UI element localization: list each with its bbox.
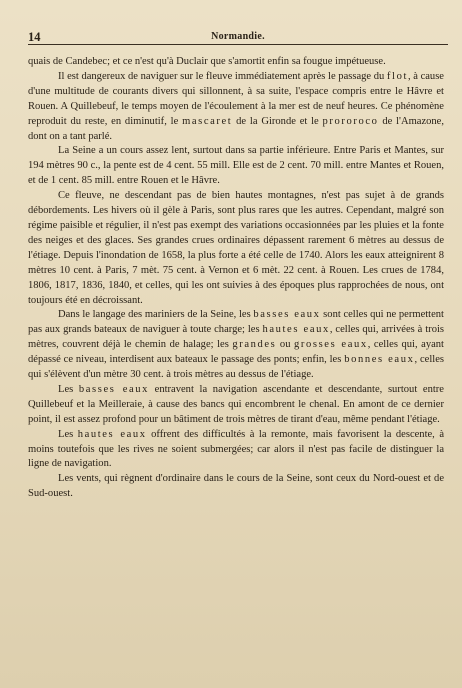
text-segment: , celles qui s'élèvent d'un mètre 30 cent. à trois mètres au dessus de l'étiage.: [28, 354, 444, 381]
text-segment: Les: [58, 428, 78, 440]
paragraph: [28, 189, 444, 308]
spaced-term: grandes: [232, 339, 277, 351]
text-segment: Ce fleuve, ne descendant pas de bien hautes montagnes, n'est pas sujet à de grands débordements. Les hivers où il gèle à Paris, sont plus rares que les autres. Cependant, malgré son régime paisible et régulier, il n'est pas exempt des variations occasionnées par les pluies et la fonte des neiges et des glaces. Ses grandes crues ordinaires dépassent rarement 6 mètres au dessus de l'étiage. Depuis l'inondation de 1658, la plus forte a été celle de 1740. Alors les eaux atteignirent 8 mètres 10 cent. à Paris, 7 mèt. 75 cent. à Vernon et 6 mèt. 22 cent. à Rouen. Les crues de 1784, 1806, 1817, 1836, 1840, et celles, qui les ont suivies à des époques plus rapprochées de nous, ont toujours été en décroissant.: [28, 190, 444, 306]
paragraph: [28, 144, 444, 189]
text-segment: , celles qui, ayant dépassé ce niveau, interdisent aux bateaux le passage des ponts; enfin, les: [28, 339, 444, 366]
running-title: Normandie.: [211, 31, 265, 42]
paragraph: [28, 308, 444, 383]
spaced-term: bonnes eaux: [344, 354, 415, 366]
spaced-term: mascaret: [182, 115, 233, 127]
text-segment: Les: [58, 383, 79, 395]
page-header: [28, 22, 448, 45]
spaced-term: hautes eaux: [262, 324, 330, 336]
paragraph: [28, 428, 444, 473]
text-segment: La Seine a un cours assez lent, surtout dans sa partie inférieure. Entre Paris et Mantes, sur 194 mètres 90 c., la pente est de 4 cent. 55 mill. Elle est de 2 cent. 70 mill. entre Mantes et Rouen, et de 1 cent. 85 mill. entre Rouen et le Hâvre.: [28, 145, 444, 187]
spaced-term: grosses eaux: [294, 339, 368, 351]
text-segment: Il est dangereux de naviguer sur le fleuve immédiatement après le passage du: [58, 70, 387, 82]
text-segment: de l'Amazone, dont on a tant parlé.: [28, 115, 444, 142]
body-text: [28, 55, 444, 502]
spaced-term: prororoco: [322, 115, 379, 127]
paragraph: [28, 472, 444, 502]
text-segment: Dans le langage des mariniers de la Seine, les: [58, 309, 254, 321]
text-segment: offrent des difficultés à la remonte, mais favorisent la descente, à moins toutefois que les rives ne soient submergées; car alors il n'est pas facile de distinguer la ligne de navigation.: [28, 428, 444, 470]
spaced-term: flot: [386, 70, 408, 82]
text-segment: entravent la navigation ascendante et descendante, surtout entre Quillebeuf et la Meilleraie, à cause des bancs qui encombrent le chenal. En amont de ce dernier point, il est assez profond pour un bâtiment de trois mètres de tirant d'eau, même pendant l'étiage.: [28, 383, 444, 425]
paragraph: [28, 383, 444, 428]
text-segment: Les vents, qui règnent d'ordinaire dans le cours de la Seine, sont ceux du Nord-ouest et de Sud-ouest.: [28, 473, 444, 500]
text-segment: quais de Candebec; et ce n'est qu'à Duclair que s'amortit enfin sa fougue impétueuse.: [28, 56, 386, 67]
text-segment: , à cause d'une multitude de courants divers qui sillonnent, à sa suite, l'espace compris entre le Hâvre et Rouen. A Quillebeuf, le temps moyen de l'écoulement à la mer est de neuf heures. Ce phénomène reproduit du reste, en diminutif, le: [28, 70, 444, 127]
paragraph: [28, 55, 444, 70]
text-segment: sont celles qui ne permettent pas aux grands bateaux de naviguer à toute charge; les: [28, 309, 444, 336]
spaced-term: hautes eaux: [77, 428, 147, 440]
text-segment: , celles qui, arrivées à trois mètres, couvrent déjà le chemin de halage; les: [28, 324, 444, 351]
paragraph: [28, 70, 444, 145]
spaced-term: basses eaux: [78, 383, 149, 395]
page-number: 14: [28, 30, 41, 44]
text-segment: de la Gironde et le: [232, 115, 323, 127]
text-segment: ou: [276, 339, 295, 351]
spaced-term: basses eaux: [253, 309, 321, 321]
